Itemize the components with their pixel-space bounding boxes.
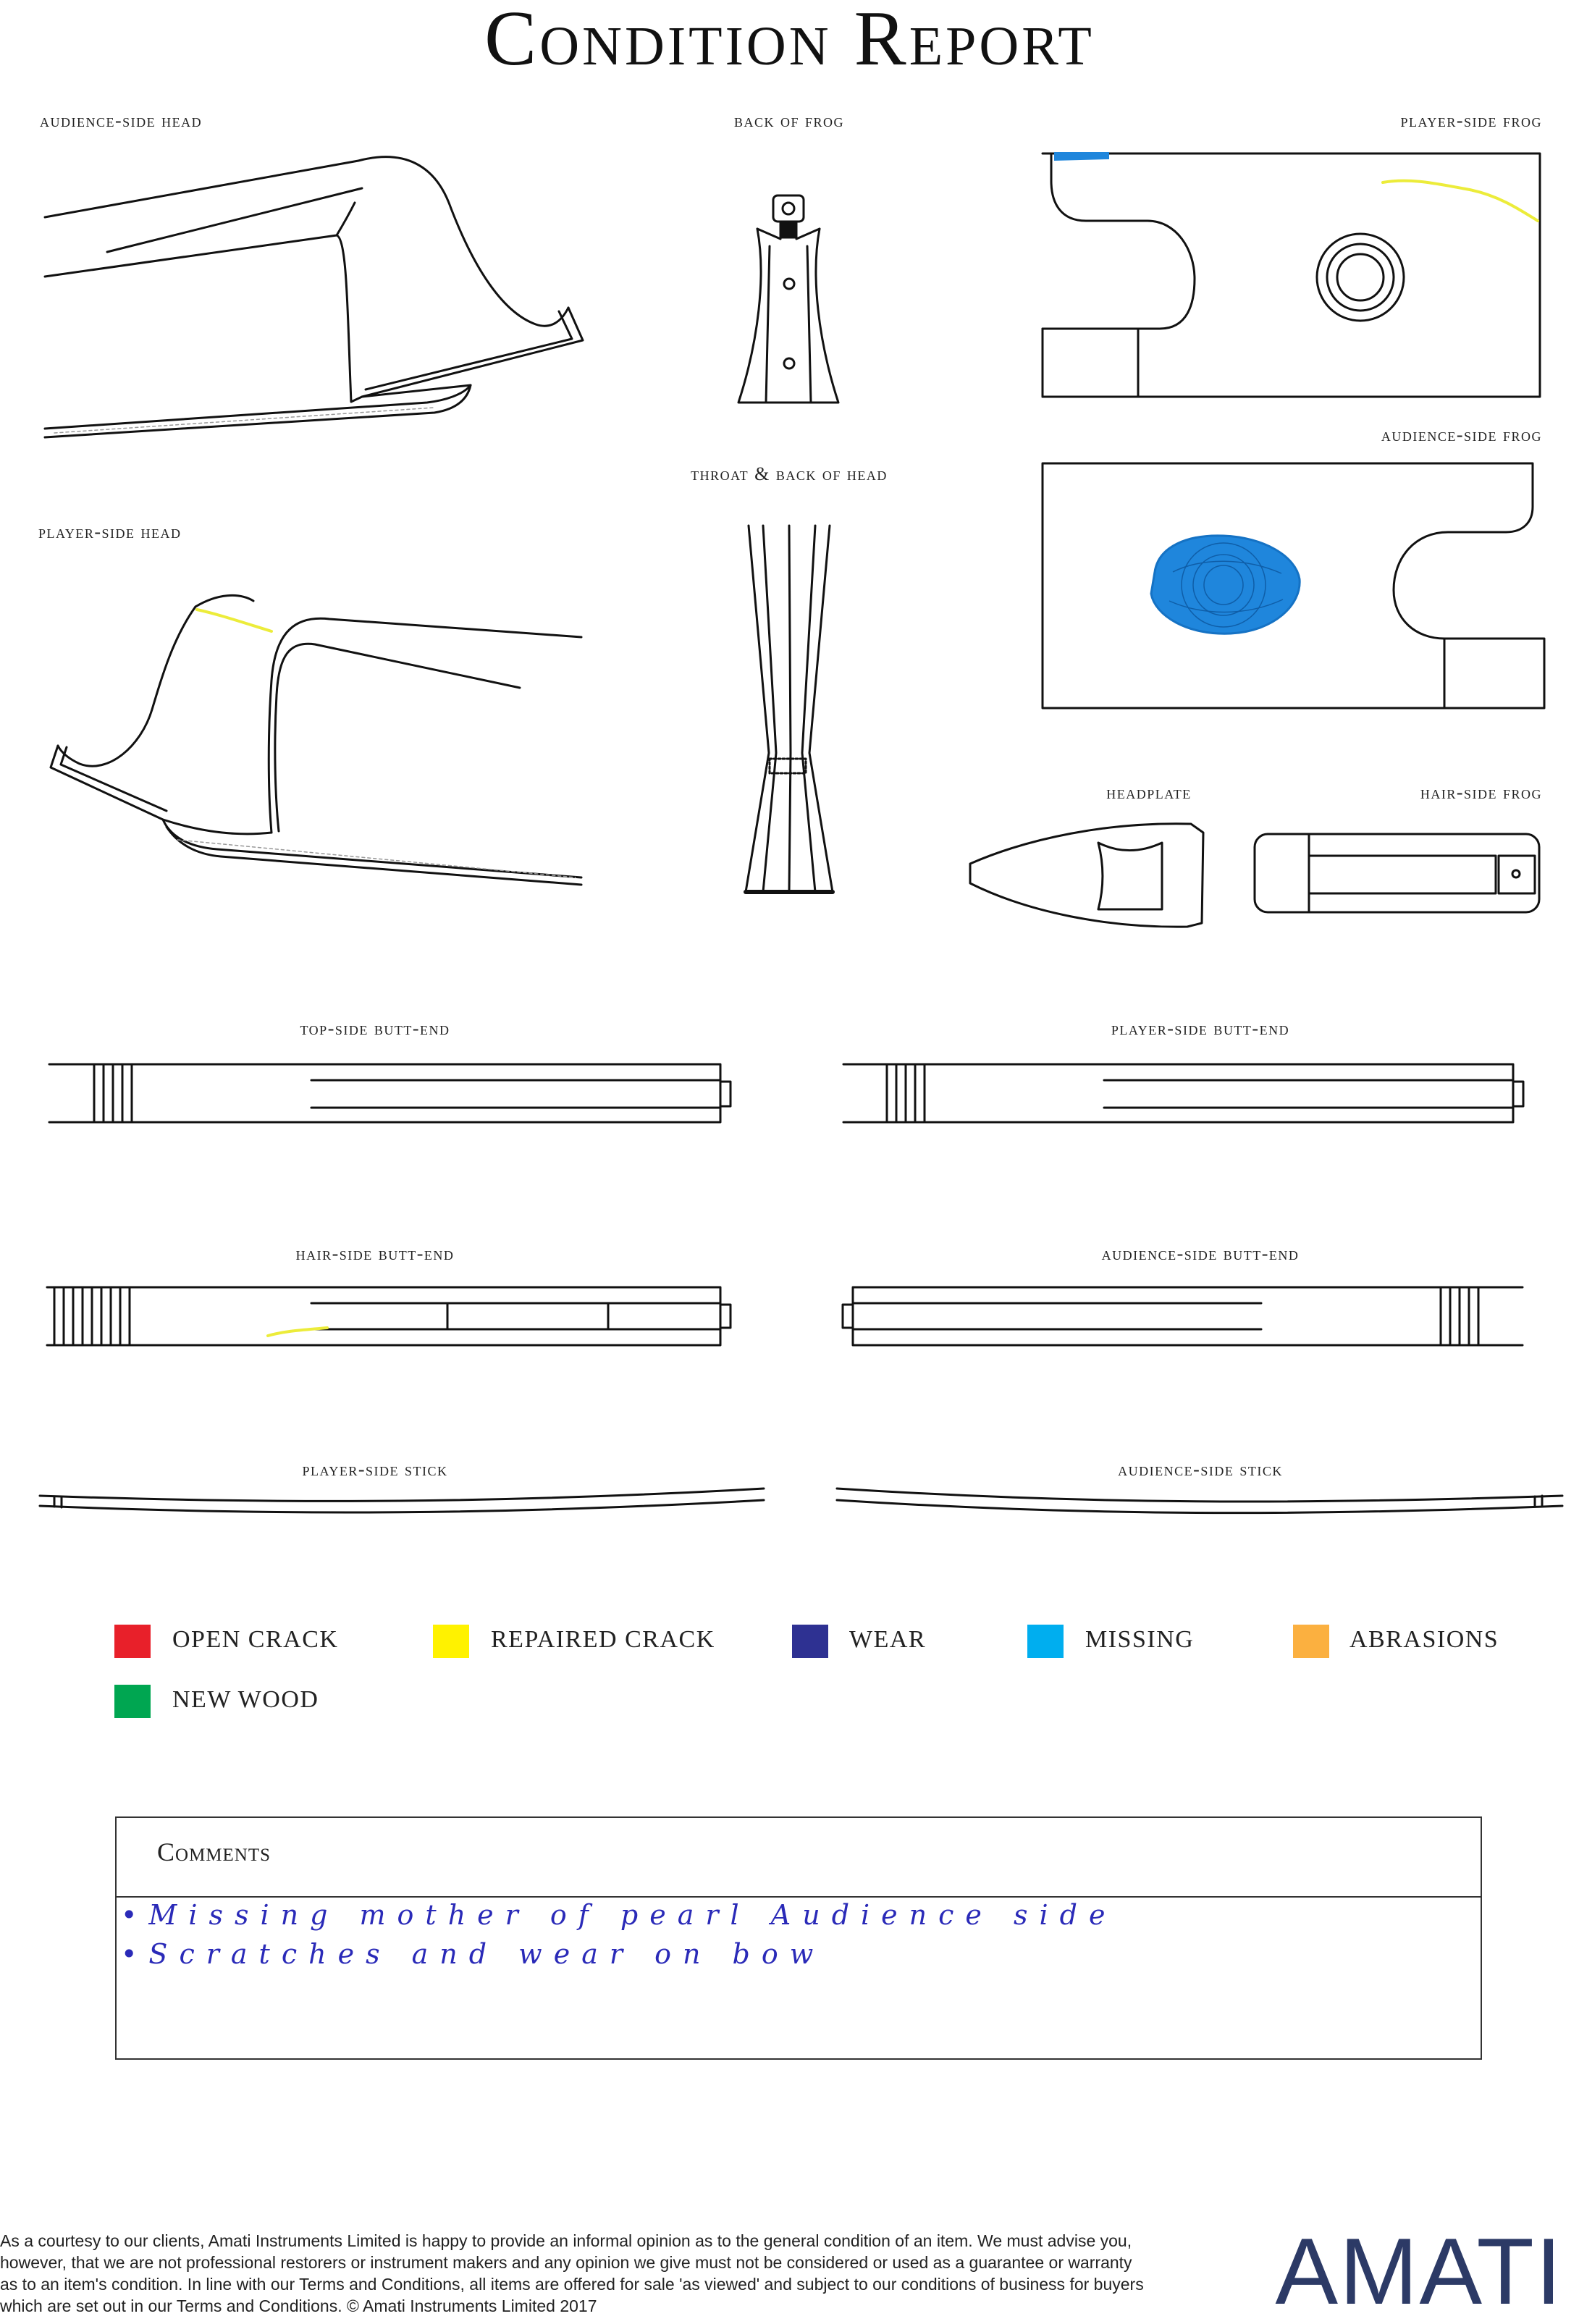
player-side-head-drawing — [51, 595, 581, 885]
missing-mark-player-frog — [1056, 153, 1108, 159]
legend-swatch-new-wood — [114, 1685, 151, 1718]
legend-label-wear: WEAR — [849, 1626, 927, 1653]
throat-back-of-head-drawing — [746, 526, 833, 892]
label-back-of-frog: back of frog — [733, 110, 845, 131]
legend-label-abrasions: ABRASIONS — [1349, 1626, 1499, 1653]
label-player-side-head: player-side head — [38, 521, 182, 542]
legend-swatch-wear — [792, 1625, 828, 1658]
audience-side-stick-drawing — [837, 1489, 1562, 1513]
comment-line: •Scratches and wear on bow — [121, 1938, 825, 1970]
top-side-butt-end-drawing — [49, 1064, 730, 1122]
label-player-side-stick: player-side stick — [302, 1459, 448, 1480]
label-audience-side-butt-end: audience-side butt-end — [1101, 1243, 1300, 1264]
legend-label-new-wood: NEW WOOD — [172, 1686, 319, 1713]
missing-mark-audience-frog — [1151, 536, 1300, 633]
hair-side-frog-drawing — [1255, 834, 1539, 912]
legend-label-open-crack: OPEN CRACK — [172, 1626, 339, 1653]
player-side-butt-end-drawing — [843, 1064, 1523, 1122]
label-audience-side-head: audience-side head — [40, 110, 203, 131]
repaired-crack-hair-butt-end — [268, 1328, 327, 1336]
audience-side-head-drawing — [45, 157, 583, 437]
label-audience-side-stick: audience-side stick — [1118, 1459, 1283, 1480]
condition-markings — [197, 153, 1538, 1336]
label-hair-side-butt-end: hair-side butt-end — [295, 1243, 455, 1264]
label-player-side-frog: player-side frog — [1400, 110, 1542, 131]
label-hair-side-frog: hair-side frog — [1420, 782, 1542, 803]
legend-label-missing: MISSING — [1085, 1626, 1195, 1653]
amati-logo: AMATI — [1275, 2218, 1563, 2324]
comments-box — [115, 1816, 1482, 2060]
comment-line: •Missing mother of pearl Audience side — [121, 1899, 1117, 1931]
player-side-stick-drawing — [40, 1489, 764, 1512]
repaired-crack-player-frog — [1383, 181, 1538, 221]
back-of-frog-drawing — [738, 195, 838, 403]
page-title: Condition Report — [484, 0, 1095, 82]
legend-swatch-repaired-crack — [433, 1625, 469, 1658]
disclaimer-text: As a courtesy to our clients, Amati Instruments Limited is happy to provide an informal opinion as to the general condition of an item. We must advise you, however, that we are not professional restorers or instrument makers and any opinion we give must not be considered or used as a guarantee or warranty as to an item's condition. In line with our Terms and Conditions, all items are offered for sale 'as viewed' and subject to our conditions of business for buyers which are set out in our Terms and Conditions. © Amati Instruments Limited 2017 — [0, 2231, 1144, 2315]
legend-swatch-missing — [1027, 1625, 1064, 1658]
comments-title: Comments — [157, 1837, 271, 1866]
audience-side-butt-end-drawing — [843, 1287, 1523, 1345]
legend-swatch-open-crack — [114, 1625, 151, 1658]
hair-side-butt-end-drawing — [47, 1287, 730, 1345]
legend-label-repaired-crack: REPAIRED CRACK — [491, 1626, 715, 1653]
label-player-side-butt-end: player-side butt-end — [1111, 1018, 1290, 1039]
repaired-crack-player-head — [197, 610, 271, 631]
label-top-side-butt-end: top-side butt-end — [300, 1018, 450, 1039]
headplate-drawing — [970, 824, 1203, 927]
label-headplate: headplate — [1106, 782, 1192, 803]
label-throat-back-of-head: throat & back of head — [691, 463, 888, 484]
legend-swatch-abrasions — [1293, 1625, 1329, 1658]
label-audience-side-frog: audience-side frog — [1381, 424, 1542, 445]
comments-header — [117, 1818, 1481, 1898]
